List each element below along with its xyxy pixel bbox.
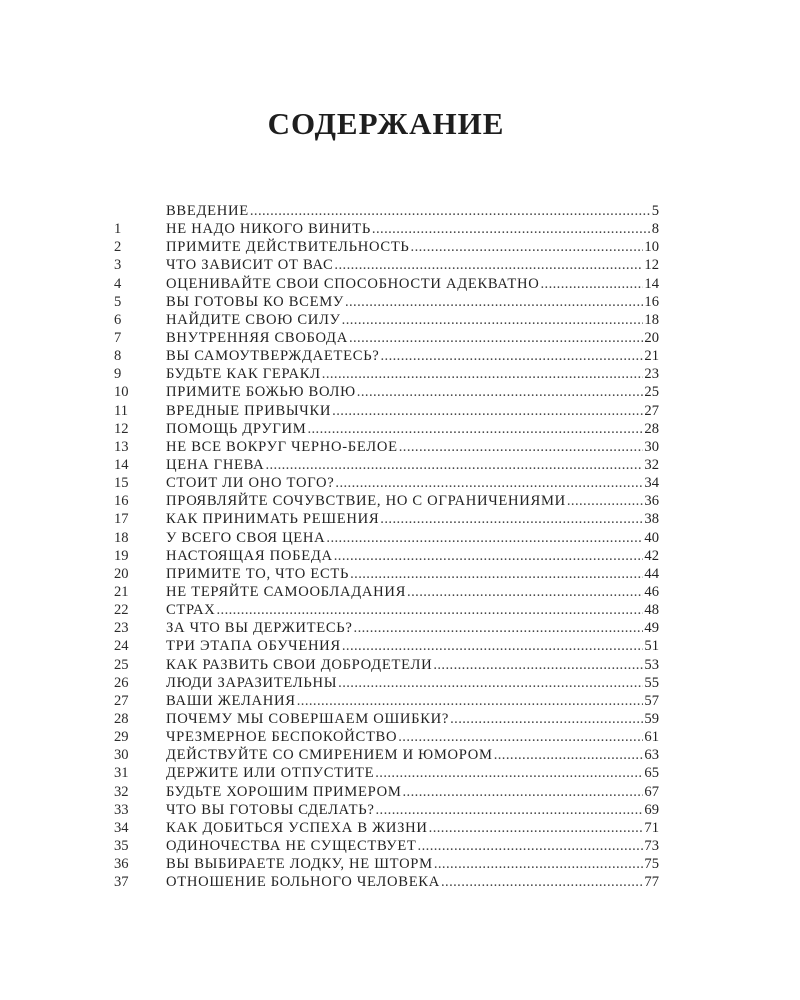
toc-dot-leader bbox=[441, 873, 643, 891]
toc-dot-leader bbox=[335, 474, 643, 492]
toc-entry-title: ВЫ ГОТОВЫ КО ВСЕМУ bbox=[166, 293, 344, 310]
toc-entry bbox=[114, 420, 659, 438]
toc-entry-number: 35 bbox=[114, 837, 129, 854]
toc-entry bbox=[114, 692, 659, 710]
toc-dot-leader bbox=[429, 819, 644, 837]
toc-entry-title: ТРИ ЭТАПА ОБУЧЕНИЯ bbox=[166, 638, 341, 655]
toc-entry-title: СТОИТ ЛИ ОНО ТОГО? bbox=[166, 475, 335, 492]
toc-entry-title: ВЫ ВЫБИРАЕТЕ ЛОДКУ, НЕ ШТОРМ bbox=[166, 856, 433, 873]
toc-entry bbox=[114, 238, 659, 256]
toc-entry-page-number: 69 bbox=[644, 801, 659, 818]
toc-entry-title: ОЦЕНИВАЙТЕ СВОИ СПОСОБНОСТИ АДЕКВАТНО bbox=[166, 275, 540, 292]
toc-entry-page-number: 75 bbox=[644, 856, 659, 873]
toc-entry-title: ПРИМИТЕ ТО, ЧТО ЕСТЬ bbox=[166, 565, 350, 582]
toc-dot-leader bbox=[567, 492, 644, 510]
toc-dot-leader bbox=[307, 420, 643, 438]
toc-entry-number: 20 bbox=[114, 565, 129, 582]
toc-entry-title: ОТНОШЕНИЕ БОЛЬНОГО ЧЕЛОВЕКА bbox=[166, 874, 440, 891]
toc-entry-title: НЕ ВСЕ ВОКРУГ ЧЕРНО-БЕЛОЕ bbox=[166, 438, 398, 455]
toc-entry-title: КАК ДОБИТЬСЯ УСПЕХА В ЖИЗНИ bbox=[166, 819, 428, 836]
toc-entry-page-number: 23 bbox=[644, 366, 659, 383]
toc-entry-number: 8 bbox=[114, 348, 122, 365]
toc-dot-leader bbox=[350, 565, 643, 583]
toc-entry bbox=[114, 402, 659, 420]
toc-entry-number: 2 bbox=[114, 239, 122, 256]
toc-entry-page-number: 77 bbox=[644, 874, 659, 891]
toc-dot-leader bbox=[342, 637, 644, 655]
toc-dot-leader bbox=[250, 202, 651, 220]
toc-entry bbox=[114, 783, 659, 801]
toc-entry-number: 9 bbox=[114, 366, 122, 383]
toc-dot-leader bbox=[354, 619, 644, 637]
toc-entry-title: ВРЕДНЫЕ ПРИВЫЧКИ bbox=[166, 402, 332, 419]
toc-entry bbox=[114, 220, 659, 238]
toc-entry-page-number: 46 bbox=[644, 583, 659, 600]
toc-entry-page-number: 59 bbox=[644, 710, 659, 727]
toc-entry-number: 6 bbox=[114, 311, 122, 328]
toc-entry bbox=[114, 801, 659, 819]
toc-dot-leader bbox=[433, 656, 643, 674]
toc-entry-page-number: 30 bbox=[644, 438, 659, 455]
toc-entry-page-number: 32 bbox=[644, 456, 659, 473]
toc-entry-title: НЕ ТЕРЯЙТЕ САМООБЛАДАНИЯ bbox=[166, 583, 407, 600]
toc-dot-leader bbox=[342, 311, 644, 329]
toc-entry-title: У ВСЕГО СВОЯ ЦЕНА bbox=[166, 529, 326, 546]
toc-entry-number: 4 bbox=[114, 275, 122, 292]
toc-entry-number: 14 bbox=[114, 456, 129, 473]
toc-entry-page-number: 53 bbox=[644, 656, 659, 673]
toc-entry-number: 16 bbox=[114, 493, 129, 510]
toc-entry bbox=[114, 456, 659, 474]
page-title: СОДЕРЖАНИЕ bbox=[267, 106, 505, 141]
toc-entry bbox=[114, 347, 659, 365]
toc-dot-leader bbox=[398, 728, 643, 746]
toc-entry-title: ЧРЕЗМЕРНОЕ БЕСПОКОЙСТВО bbox=[166, 729, 398, 746]
toc-entry-number: 28 bbox=[114, 710, 129, 727]
toc-entry-page-number: 8 bbox=[651, 221, 659, 238]
toc-entry-page-number: 18 bbox=[644, 311, 659, 328]
toc-entry bbox=[114, 819, 659, 837]
toc-dot-leader bbox=[380, 510, 643, 528]
toc-entry-number: 12 bbox=[114, 420, 129, 437]
toc-dot-leader bbox=[403, 783, 644, 801]
toc-entry-number: 22 bbox=[114, 602, 129, 619]
toc-entry bbox=[114, 746, 659, 764]
toc-entry bbox=[114, 637, 659, 655]
toc-entry-number: 33 bbox=[114, 801, 129, 818]
toc-entry-number: 18 bbox=[114, 529, 129, 546]
toc-entry-number: 37 bbox=[114, 874, 129, 891]
toc-entry-title: КАК ПРИНИМАТЬ РЕШЕНИЯ bbox=[166, 511, 380, 528]
toc-dot-leader bbox=[322, 365, 644, 383]
toc-entry bbox=[114, 855, 659, 873]
toc-entry bbox=[114, 873, 659, 891]
toc-entry-title: ЛЮДИ ЗАРАЗИТЕЛЬНЫ bbox=[166, 674, 338, 691]
toc-entry-page-number: 16 bbox=[644, 293, 659, 310]
toc-entry-number: 24 bbox=[114, 638, 129, 655]
toc-dot-leader bbox=[418, 837, 644, 855]
toc-entry-title: ВНУТРЕННЯЯ СВОБОДА bbox=[166, 329, 348, 346]
toc-dot-leader bbox=[494, 746, 644, 764]
toc-entry-number: 17 bbox=[114, 511, 129, 528]
toc-dot-leader bbox=[345, 293, 643, 311]
toc-entry-title: ВАШИ ЖЕЛАНИЯ bbox=[166, 692, 296, 709]
toc-entry bbox=[114, 583, 659, 601]
toc-entry-title: СТРАХ bbox=[166, 602, 216, 619]
toc-entry bbox=[114, 275, 659, 293]
toc-dot-leader bbox=[338, 674, 643, 692]
toc-dot-leader bbox=[334, 547, 644, 565]
toc-entry-number: 29 bbox=[114, 729, 129, 746]
toc-entry-page-number: 42 bbox=[644, 547, 659, 564]
toc-entry bbox=[114, 474, 659, 492]
toc-entry-page-number: 51 bbox=[644, 638, 659, 655]
toc-entry bbox=[114, 547, 659, 565]
toc-entry-title: ПРОЯВЛЯЙТЕ СОЧУВСТВИЕ, НО С ОГРАНИЧЕНИЯМИ bbox=[166, 493, 566, 510]
toc-dot-leader bbox=[434, 855, 644, 873]
toc-dot-leader bbox=[375, 764, 643, 782]
toc-entry-number: 26 bbox=[114, 674, 129, 691]
toc-entry-page-number: 40 bbox=[644, 529, 659, 546]
toc-dot-leader bbox=[372, 220, 651, 238]
toc-entry-title: ЦЕНА ГНЕВА bbox=[166, 456, 265, 473]
toc-entry bbox=[114, 529, 659, 547]
toc-entry-page-number: 28 bbox=[644, 420, 659, 437]
toc-entry-title: ПРИМИТЕ ДЕЙСТВИТЕЛЬНОСТЬ bbox=[166, 239, 410, 256]
toc-entry-number: 34 bbox=[114, 819, 129, 836]
toc-entry-number: 32 bbox=[114, 783, 129, 800]
toc-entry bbox=[114, 728, 659, 746]
toc-entry-title: ЧТО ЗАВИСИТ ОТ ВАС bbox=[166, 257, 334, 274]
toc-entry-page-number: 48 bbox=[644, 602, 659, 619]
toc-entry-page-number: 67 bbox=[644, 783, 659, 800]
toc-entry-title: ПРИМИТЕ БОЖЬЮ ВОЛЮ bbox=[166, 384, 356, 401]
toc-entry-page-number: 49 bbox=[644, 620, 659, 637]
toc-dot-leader bbox=[399, 438, 644, 456]
toc-entry-number: 15 bbox=[114, 475, 129, 492]
toc-entry-number: 21 bbox=[114, 583, 129, 600]
toc-entry bbox=[114, 565, 659, 583]
toc-entry-page-number: 10 bbox=[644, 239, 659, 256]
toc-entry-number: 30 bbox=[114, 747, 129, 764]
toc-entry-page-number: 34 bbox=[644, 475, 659, 492]
toc-entry bbox=[114, 293, 659, 311]
toc-entry-number: 3 bbox=[114, 257, 122, 274]
toc-dot-leader bbox=[297, 692, 644, 710]
toc-entry-number: 11 bbox=[114, 402, 129, 419]
toc-entry-number: 1 bbox=[114, 221, 122, 238]
toc-entry-number: 23 bbox=[114, 620, 129, 637]
toc-entry-number: 13 bbox=[114, 438, 129, 455]
toc-dot-leader bbox=[357, 383, 644, 401]
toc-entry bbox=[114, 764, 659, 782]
toc-entry-number: 5 bbox=[114, 293, 122, 310]
toc-entry bbox=[114, 674, 659, 692]
toc-entry bbox=[114, 619, 659, 637]
toc-entry bbox=[114, 202, 659, 220]
toc-entry-number: 25 bbox=[114, 656, 129, 673]
toc-entry-title: БУДЬТЕ КАК ГЕРАКЛ bbox=[166, 366, 321, 383]
toc-entry bbox=[114, 438, 659, 456]
toc-dot-leader bbox=[332, 402, 643, 420]
toc-entry-number: 36 bbox=[114, 856, 129, 873]
toc-entry-page-number: 55 bbox=[644, 674, 659, 691]
toc-dot-leader bbox=[450, 710, 643, 728]
toc-entry-title: БУДЬТЕ ХОРОШИМ ПРИМЕРОМ bbox=[166, 783, 402, 800]
toc-entry bbox=[114, 510, 659, 528]
toc-entry-page-number: 12 bbox=[644, 257, 659, 274]
toc-entry bbox=[114, 311, 659, 329]
toc-entry-number: 27 bbox=[114, 692, 129, 709]
toc-dot-leader bbox=[407, 583, 643, 601]
toc-entry-title: КАК РАЗВИТЬ СВОИ ДОБРОДЕТЕЛИ bbox=[166, 656, 433, 673]
toc-entry-number: 31 bbox=[114, 765, 129, 782]
toc-entry-title: НЕ НАДО НИКОГО ВИНИТЬ bbox=[166, 221, 371, 238]
toc-entry-page-number: 44 bbox=[644, 565, 659, 582]
toc-dot-leader bbox=[326, 529, 643, 547]
toc-dot-leader bbox=[334, 256, 643, 274]
toc-dot-leader bbox=[411, 238, 644, 256]
toc-entry bbox=[114, 710, 659, 728]
toc-dot-leader bbox=[380, 347, 643, 365]
toc-entry-page-number: 71 bbox=[644, 819, 659, 836]
toc-entry-page-number: 20 bbox=[644, 329, 659, 346]
toc-dot-leader bbox=[540, 275, 643, 293]
toc-entry-title: ПОМОЩЬ ДРУГИМ bbox=[166, 420, 307, 437]
toc-entry-number: 19 bbox=[114, 547, 129, 564]
toc-entry-page-number: 65 bbox=[644, 765, 659, 782]
toc-entry-title: НАСТОЯЩАЯ ПОБЕДА bbox=[166, 547, 333, 564]
toc-entry-title: ОДИНОЧЕСТВА НЕ СУЩЕСТВУЕТ bbox=[166, 837, 417, 854]
toc-entry-page-number: 27 bbox=[644, 402, 659, 419]
toc-entry bbox=[114, 256, 659, 274]
toc-entry-title: ВВЕДЕНИЕ bbox=[166, 203, 249, 219]
toc-entry-page-number: 73 bbox=[644, 837, 659, 854]
toc-entry-number: 10 bbox=[114, 384, 129, 401]
toc-entry bbox=[114, 601, 659, 619]
toc-entry-title: ПОЧЕМУ МЫ СОВЕРШАЕМ ОШИБКИ? bbox=[166, 710, 450, 727]
toc-dot-leader bbox=[216, 601, 643, 619]
toc-entry-page-number: 61 bbox=[644, 729, 659, 746]
toc-entry-title: ДЕЙСТВУЙТЕ СО СМИРЕНИЕМ И ЮМОРОМ bbox=[166, 747, 493, 764]
toc-entry-title: ДЕРЖИТЕ ИЛИ ОТПУСТИТЕ bbox=[166, 765, 375, 782]
toc-entry-page-number: 5 bbox=[651, 203, 659, 219]
toc-list bbox=[114, 202, 659, 891]
toc-entry-page-number: 21 bbox=[644, 348, 659, 365]
toc-dot-leader bbox=[376, 801, 644, 819]
toc-dot-leader bbox=[349, 329, 643, 347]
toc-entry bbox=[114, 329, 659, 347]
toc-entry-page-number: 63 bbox=[644, 747, 659, 764]
toc-entry-page-number: 38 bbox=[644, 511, 659, 528]
toc-entry-page-number: 25 bbox=[644, 384, 659, 401]
toc-dot-leader bbox=[265, 456, 643, 474]
toc-entry-page-number: 36 bbox=[644, 493, 659, 510]
toc-entry bbox=[114, 656, 659, 674]
toc-entry bbox=[114, 492, 659, 510]
toc-entry bbox=[114, 383, 659, 401]
toc-entry bbox=[114, 365, 659, 383]
toc-entry-page-number: 14 bbox=[644, 275, 659, 292]
toc-entry-number: 7 bbox=[114, 329, 122, 346]
toc-entry bbox=[114, 837, 659, 855]
toc-entry-title: ЧТО ВЫ ГОТОВЫ СДЕЛАТЬ? bbox=[166, 801, 375, 818]
toc-entry-title: ЗА ЧТО ВЫ ДЕРЖИТЕСЬ? bbox=[166, 620, 353, 637]
toc-entry-title: ВЫ САМОУТВЕРЖДАЕТЕСЬ? bbox=[166, 348, 380, 365]
toc-entry-title: НАЙДИТЕ СВОЮ СИЛУ bbox=[166, 311, 341, 328]
toc-entry-page-number: 57 bbox=[644, 692, 659, 709]
